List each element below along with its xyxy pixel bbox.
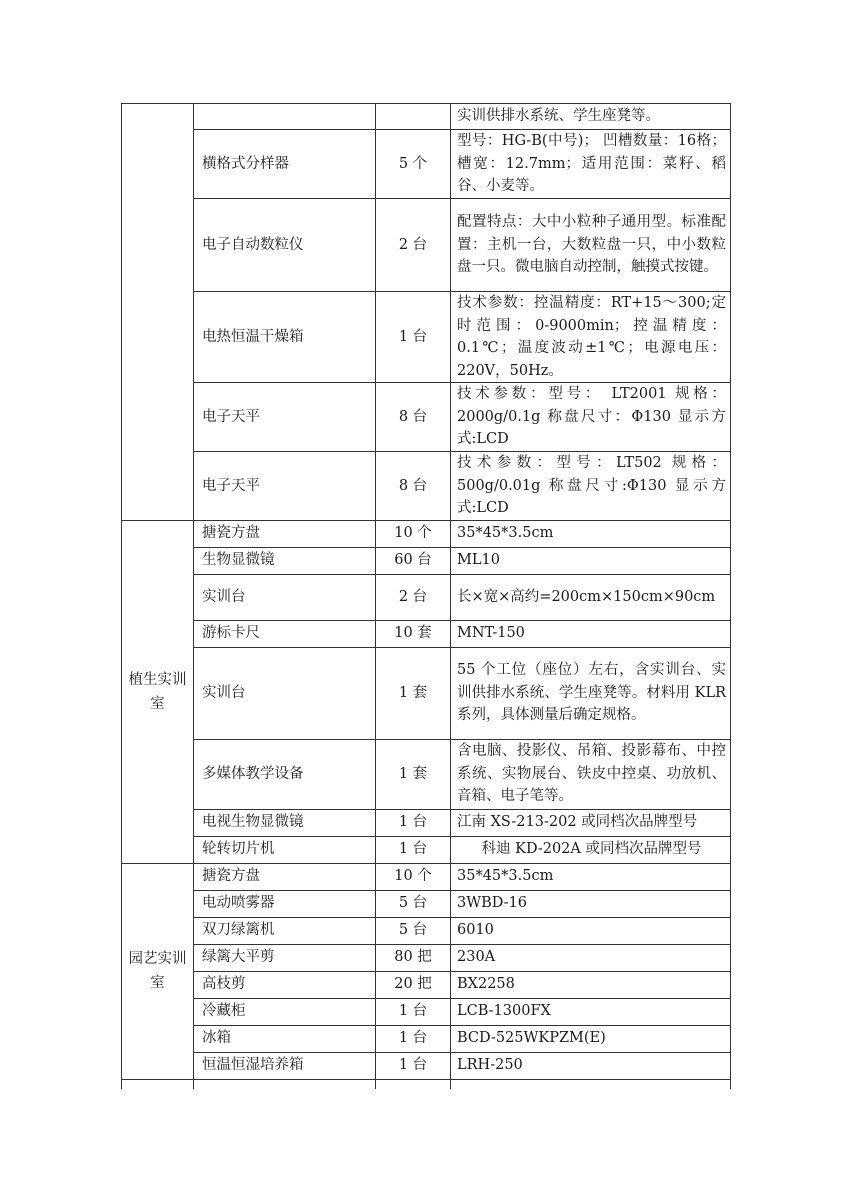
equipment-qty: 8 台 bbox=[376, 452, 451, 521]
table-row bbox=[122, 917, 731, 944]
equipment-qty: 1 台 bbox=[376, 836, 451, 863]
equipment-qty: 1 台 bbox=[376, 1052, 451, 1079]
equipment-spec: 6010 bbox=[451, 917, 731, 944]
equipment-spec: 技术参数：型号：LT502 规格：500g/0.01g 称盘尺寸:Φ130 显示方式:LCD bbox=[451, 452, 731, 521]
equipment-qty: 5 个 bbox=[376, 130, 451, 199]
equipment-spec: LRH-250 bbox=[451, 1052, 731, 1079]
equipment-spec: 江南 XS-213-202 或同档次品牌型号 bbox=[451, 809, 731, 836]
equipment-name: 生物显微镜 bbox=[194, 547, 376, 574]
table-row bbox=[122, 104, 731, 130]
equipment-spec: BX2258 bbox=[451, 971, 731, 998]
equipment-spec: ML10 bbox=[451, 547, 731, 574]
table-row bbox=[122, 620, 731, 647]
table-row bbox=[122, 863, 731, 890]
table-row bbox=[122, 199, 731, 292]
table-row bbox=[122, 452, 731, 521]
equipment-name: 实训台 bbox=[194, 647, 376, 739]
equipment-qty: 1 台 bbox=[376, 998, 451, 1025]
equipment-name: 冰箱 bbox=[194, 1025, 376, 1052]
equipment-qty: 10 套 bbox=[376, 620, 451, 647]
equipment-spec: 230A bbox=[451, 944, 731, 971]
equipment-name: 恒温恒湿培养箱 bbox=[194, 1052, 376, 1079]
equipment-spec: BCD-525WKPZM(E) bbox=[451, 1025, 731, 1052]
equipment-name: 高枝剪 bbox=[194, 971, 376, 998]
equipment-spec: 配置特点：大中小粒种子通用型。标准配置：主机一台，大数粒盘一只，中小数粒盘一只。微电脑自动控制，触摸式按键。 bbox=[451, 199, 731, 292]
equipment-name: 电子自动数粒仪 bbox=[194, 199, 376, 292]
table-row bbox=[122, 739, 731, 809]
continuation-cell bbox=[451, 1079, 731, 1089]
equipment-spec: 科迪 KD-202A 或同档次品牌型号 bbox=[451, 836, 731, 863]
equipment-qty: 1 套 bbox=[376, 739, 451, 809]
equipment-name: 电子天平 bbox=[194, 383, 376, 452]
equipment-name: 冷藏柜 bbox=[194, 998, 376, 1025]
table-row bbox=[122, 1025, 731, 1052]
equipment-name: 电热恒温干燥箱 bbox=[194, 292, 376, 383]
equipment-name: 多媒体教学设备 bbox=[194, 739, 376, 809]
equipment-qty: 8 台 bbox=[376, 383, 451, 452]
equipment-spec: 技术参数：控温精度：RT+15～300;定时范围：0-9000min；控温精度：0.1℃；温度波动±1℃；电源电压：220V，50Hz。 bbox=[451, 292, 731, 383]
equipment-spec: 型号：HG-B(中号)； 凹槽数量：16格； 槽宽：12.7mm；适用范围：菜籽、稻谷、小麦等。 bbox=[451, 130, 731, 199]
table-row bbox=[122, 1052, 731, 1079]
equipment-spec: 实训供排水系统、学生座凳等。 bbox=[451, 104, 731, 130]
equipment-name: 横格式分样器 bbox=[194, 130, 376, 199]
table-row bbox=[122, 520, 731, 547]
room-cell: 植生实训室 bbox=[122, 520, 194, 863]
equipment-qty: 1 套 bbox=[376, 647, 451, 739]
table-row bbox=[122, 574, 731, 620]
table-row bbox=[122, 809, 731, 836]
equipment-name: 电视生物显微镜 bbox=[194, 809, 376, 836]
table-row bbox=[122, 836, 731, 863]
continuation-cell bbox=[376, 1079, 451, 1089]
continuation-cell bbox=[122, 1079, 194, 1089]
table-row bbox=[122, 292, 731, 383]
equipment-qty: 2 台 bbox=[376, 574, 451, 620]
table-row bbox=[122, 130, 731, 199]
equipment-name: 双刀绿篱机 bbox=[194, 917, 376, 944]
table-row bbox=[122, 971, 731, 998]
equipment-qty: 20 把 bbox=[376, 971, 451, 998]
room-cell bbox=[122, 104, 194, 521]
equipment-spec: 长×宽×高约=200cm×150cm×90cm bbox=[451, 574, 731, 620]
equipment-qty: 1 台 bbox=[376, 292, 451, 383]
equipment-qty: 2 台 bbox=[376, 199, 451, 292]
equipment-qty: 1 台 bbox=[376, 1025, 451, 1052]
table-row bbox=[122, 547, 731, 574]
table-row bbox=[122, 998, 731, 1025]
equipment-qty: 10 个 bbox=[376, 520, 451, 547]
equipment-name: 游标卡尺 bbox=[194, 620, 376, 647]
equipment-qty: 5 台 bbox=[376, 890, 451, 917]
equipment-spec: 技术参数：型号： LT2001 规格：2000g/0.1g 称盘尺寸：Φ130 显示方式:LCD bbox=[451, 383, 731, 452]
equipment-spec: 55 个工位（座位）左右，含实训台、实训供排水系统、学生座凳等。材料用 KLR 系列，具体测量后确定规格。 bbox=[451, 647, 731, 739]
table-row bbox=[122, 944, 731, 971]
equipment-name: 轮转切片机 bbox=[194, 836, 376, 863]
table-row bbox=[122, 647, 731, 739]
equipment-spec: MNT-150 bbox=[451, 620, 731, 647]
equipment-spec: 35*45*3.5cm bbox=[451, 520, 731, 547]
equipment-table bbox=[121, 103, 731, 1089]
equipment-name: 电动喷雾器 bbox=[194, 890, 376, 917]
table-row bbox=[122, 383, 731, 452]
equipment-qty: 80 把 bbox=[376, 944, 451, 971]
table-continuation bbox=[122, 1079, 731, 1089]
equipment-spec: LCB-1300FX bbox=[451, 998, 731, 1025]
equipment-name: 搪瓷方盘 bbox=[194, 863, 376, 890]
equipment-spec: 含电脑、投影仪、吊箱、投影幕布、中控系统、实物展台、铁皮中控桌、功放机、音箱、电子笔等。 bbox=[451, 739, 731, 809]
equipment-name bbox=[194, 104, 376, 130]
equipment-qty: 10 个 bbox=[376, 863, 451, 890]
equipment-name: 搪瓷方盘 bbox=[194, 520, 376, 547]
equipment-qty: 1 台 bbox=[376, 809, 451, 836]
equipment-qty: 60 台 bbox=[376, 547, 451, 574]
equipment-qty bbox=[376, 104, 451, 130]
equipment-spec: 35*45*3.5cm bbox=[451, 863, 731, 890]
table-row bbox=[122, 890, 731, 917]
room-cell: 园艺实训室 bbox=[122, 863, 194, 1079]
equipment-name: 电子天平 bbox=[194, 452, 376, 521]
equipment-spec: 3WBD-16 bbox=[451, 890, 731, 917]
equipment-name: 绿篱大平剪 bbox=[194, 944, 376, 971]
equipment-qty: 5 台 bbox=[376, 917, 451, 944]
equipment-name: 实训台 bbox=[194, 574, 376, 620]
continuation-cell bbox=[194, 1079, 376, 1089]
